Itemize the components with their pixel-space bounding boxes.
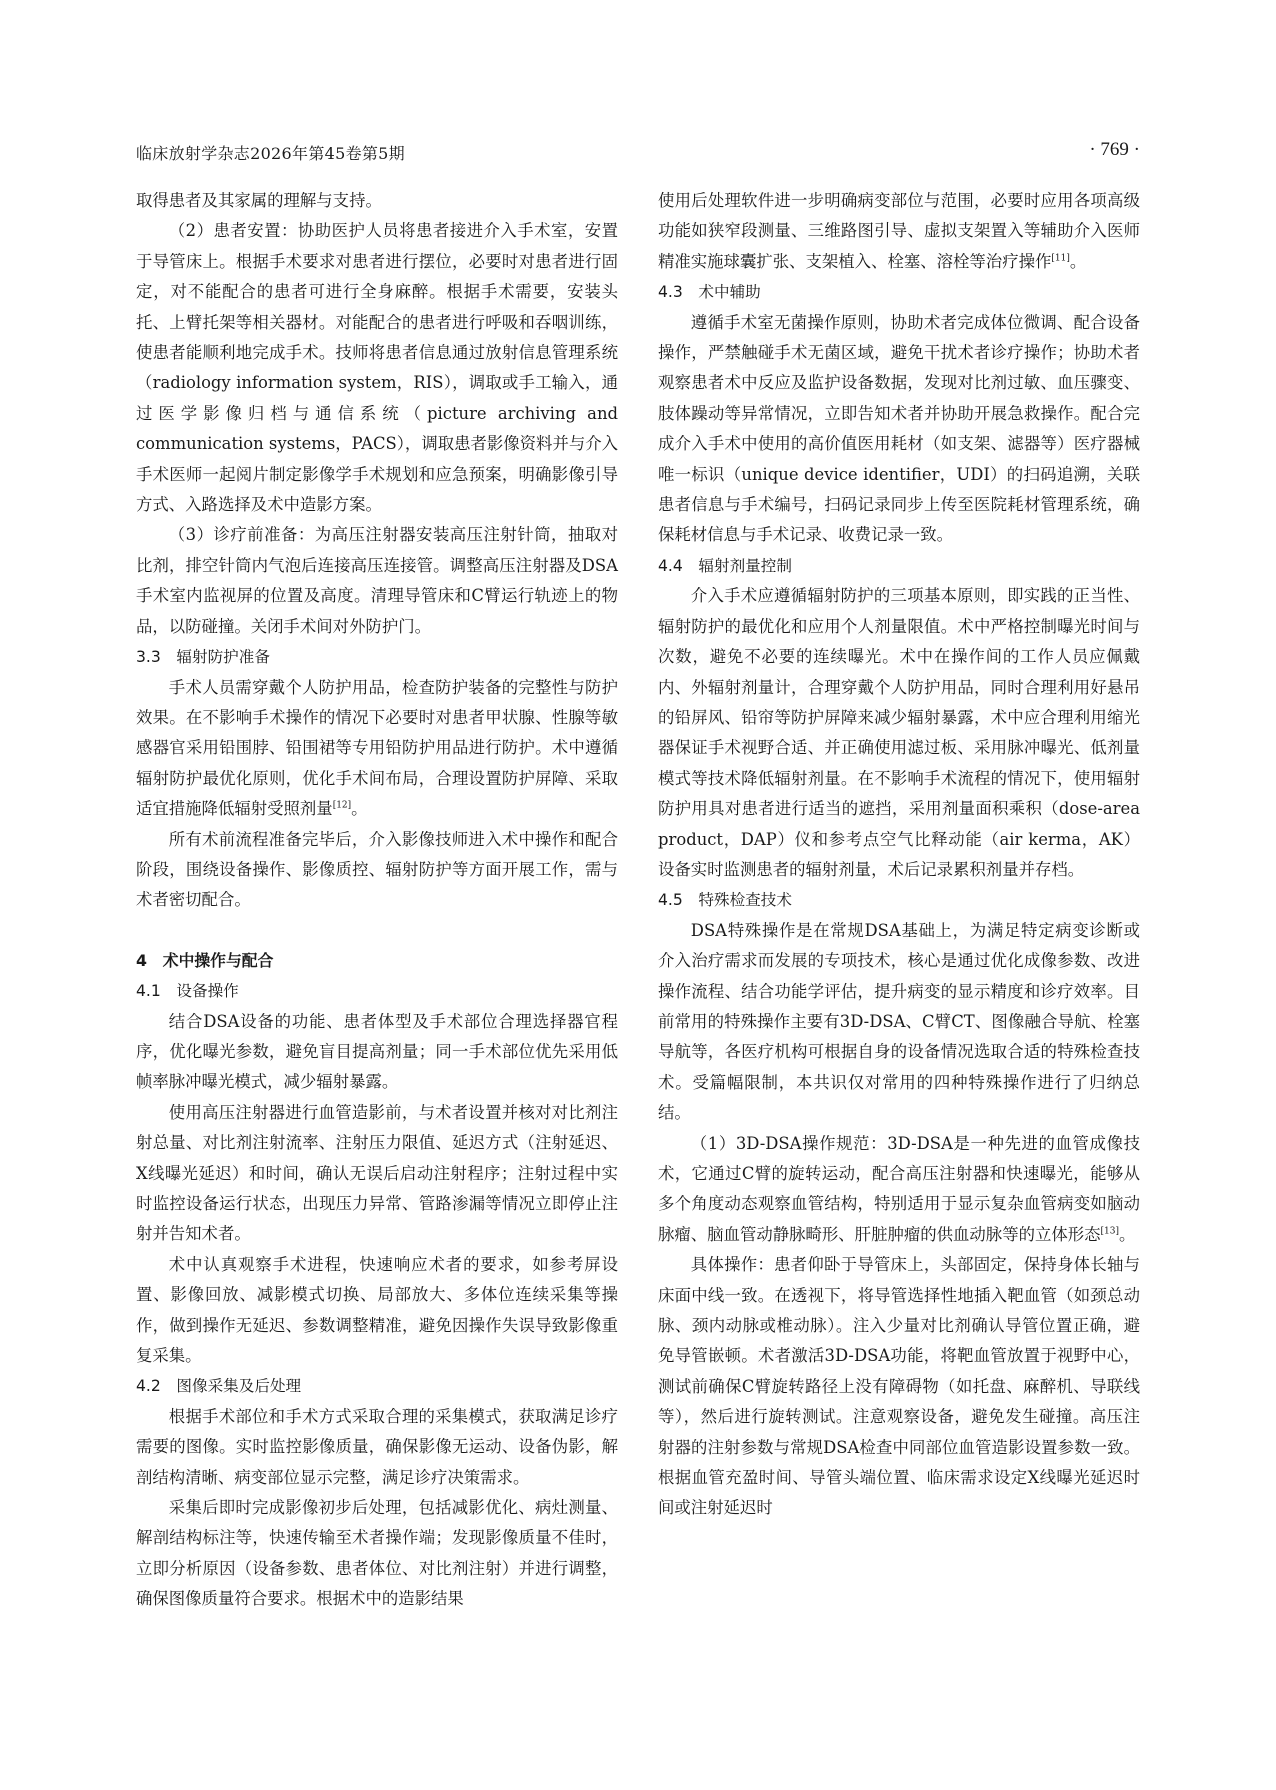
paragraph-radiation-protection [136,673,618,825]
paragraph: 根据手术部位和手术方式采取合理的采集模式，获取满足诊疗需要的图像。实时监控影像质量，确保影像无运动、设备伪影，解剖结构清晰、病变部位显示完整，满足诊疗决策需求。 [136,1406,618,1487]
journal-title: 临床放射学杂志2026年第45卷第5期 [136,144,405,163]
citation-ref: [12] [332,800,352,811]
paragraph: 术中认真观察手术进程，快速响应术者的要求，如参考屏设置、影像回放、减影模式切换、局部放大、多体位连续采集等操作，做到操作无延迟、参数调整精准，避免因操作失误导致影像重复采集。 [136,1254,618,1366]
paragraph-text: 使用后处理软件进一步明确病变部位与范围，必要时应用各项高级功能如狭窄段测量、三维路图引导、虚拟支架置入等辅助介入医师精准实施球囊扩张、支架植入、栓塞、溶栓等治疗操作 [658,191,1140,271]
left-column [136,186,618,1615]
paragraph: 使用高压注射器进行血管造影前，与术者设置并核对对比剂注射总量、对比剂注射流率、注射压力限值、延迟方式（注射延迟、X线曝光延迟）和时间，确认无误后启动注射程序；注射过程中实时监控设备运行状态，出现压力异常、管路渗漏等情况立即停止注射并告知术者。 [136,1102,618,1244]
paragraph: 介入手术应遵循辐射防护的三项基本原则，即实践的正当性、辐射防护的最优化和应用个人剂量限值。术中严格控制曝光时间与次数，避免不必要的连续曝光。术中在操作间的工作人员应佩戴内、外辐射剂量计，合理穿戴个人防护用品，同时合理利用好悬吊的铅屏风、铅帘等防护屏障来减少辐射暴露，术中应合理利用缩光器保证手术视野合适、并正确使用滤过板、采用脉冲曝光、低剂量模式等技术降低辐射剂量。在不影响手术流程的情况下，使用辐射防护用具对患者进行适当的遮挡，采用剂量面积乘积（dose-area product，DAP）仪和参考点空气比释动能（air kerma，AK）设备实时监测患者的辐射剂量，术后记录累积剂量并存档。 [658,586,1140,879]
paragraph-text: 手术人员需穿戴个人防护用品，检查防护装备的完整性与防护效果。在不影响手术操作的情况下必要时对患者甲状腺、性腺等敏感器官采用铅围脖、铅围裙等专用铅防护用品进行防护。术中遵循辐射防护最优化原则，优化手术间布局，合理设置防护屏障、采取适宜措施降低辐射受照剂量 [136,677,618,819]
paragraph-text: （1）3D-DSA操作规范：3D-DSA是一种先进的血管成像技术，它通过C臂的旋转运动，配合高压注射器和快速曝光，能够从多个角度动态观察血管结构，特别适用于显示复杂血管病变如脑动脉瘤、脑血管动静脉畸形、肝脏肿瘤的供血动脉等的立体形态 [658,1133,1140,1244]
paragraph-pre-treatment-prep: （3）诊疗前准备：为高压注射器安装高压注射针筒，抽取对比剂，排空针筒内气泡后连接高压连接管。调整高压注射器及DSA手术室内监视屏的位置及高度。清理导管床和C臂运行轨迹上的物品，以防碰撞。关闭手术间对外防护门。 [136,525,618,636]
paragraph-end: 。 [351,799,368,819]
paragraph-end: 。 [1119,1224,1136,1244]
section-heading-4-2: 4.2 图像采集及后处理 [136,1377,302,1396]
section-heading-3-3: 3.3 辐射防护准备 [136,648,270,667]
paragraph-3d-dsa [658,1129,1140,1251]
section-heading-4-5: 4.5 特殊检查技术 [658,891,792,910]
section-heading-4-3: 4.3 术中辅助 [658,283,761,302]
paragraph: DSA特殊操作是在常规DSA基础上，为满足特定病变诊断或介入治疗需求而发展的专项技术，核心是通过优化成像参数、改进操作流程、结合功能学评估，提升病变的显示精度和诊疗效率。目前常用的特殊操作主要有3D-DSA、C臂CT、图像融合导航、栓塞导航等，各医疗机构可根据自身的设备情况选取合适的特殊检查技术。受篇幅限制，本共识仅对常用的四种特殊操作进行了归纳总结。 [658,920,1140,1123]
paragraph-patient-placement: （2）患者安置：协助医护人员将患者接进介入手术室，安置于导管床上。根据手术要求对患者进行摆位，必要时对患者进行固定，对不能配合的患者可进行全身麻醉。根据手术需要，安装头托、上臂托架等相关器材。对能配合的患者进行呼吸和吞咽训练，使患者能顺利地完成手术。技师将患者信息通过放射信息管理系统（radiology information system，RIS），调取或手工输入，通过医学影像归档与通信系统（picture archiving and communication systems，PACS），调取患者影像资料并与介入手术医师一起阅片制定影像学手术规划和应急预案，明确影像引导方式、入路选择及术中造影方案。 [136,221,619,515]
section-heading-4-1: 4.1 设备操作 [136,982,239,1001]
section-heading-4-4: 4.4 辐射剂量控制 [658,556,792,575]
page-number: · 769 · [1089,139,1140,160]
paragraph: 结合DSA设备的功能、患者体型及手术部位合理选择器官程序，优化曝光参数，避免盲目提高剂量；同一手术部位优先采用低帧率脉冲曝光模式，减少辐射暴露。 [136,1011,618,1092]
section-heading-4: 4 术中操作与配合 [136,950,274,970]
paragraph-end: 。 [1069,251,1087,271]
paragraph: 遵循手术室无菌操作原则，协助术者完成体位微调、配合设备操作，严禁触碰手术无菌区域，避免干扰术者诊疗操作；协助术者观察患者术中反应及监护设备数据，发现对比剂过敏、血压骤变、肢体躁动等异常情况，立即告知术者并协助开展急救操作。配合完成介入手术中使用的高价值医用耗材（如支架、滤器等）医疗器械唯一标识（unique device identifier，UDI）的扫码追溯，关联患者信息与手术编号，扫码记录同步上传至医院耗材管理系统，确保耗材信息与手术记录、收费记录一致。 [658,312,1140,545]
paragraph: 取得患者及其家属的理解与支持。 [136,191,382,210]
citation-ref: [11] [1051,253,1070,264]
paragraph: 具体操作：患者仰卧于导管床上，头部固定，保持身体长轴与床面中线一致。在透视下，将导管选择性地插入靶血管（如颈总动脉、颈内动脉或椎动脉）。注入少量对比剂确认导管位置正确，避免导管嵌顿。术者激活3D-DSA功能，将靶血管放置于视野中心，测试前确保C臂旋转路径上没有障碍物（如托盘、麻醉机、导联线等），然后进行旋转测试。注意观察设备，避免发生碰撞。高压注射器的注射参数与常规DSA检查中同部位血管造影设置参数一致。根据血管充盈时间、导管头端位置、临床需求设定X线曝光延迟时间或注射延迟时 [658,1255,1140,1518]
paragraph [658,186,1140,277]
paragraph: 采集后即时完成影像初步后处理，包括减影优化、病灶测量、解剖结构标注等，快速传输至术者操作端；发现影像质量不佳时，立即分析原因（设备参数、患者体位、对比剂注射）并进行调整，确保图像质量符合要求。根据术中的造影结果 [136,1498,618,1609]
paragraph: 所有术前流程准备完毕后，介入影像技师进入术中操作和配合阶段，围绕设备操作、影像质控、辐射防护等方面开展工作，需与术者密切配合。 [136,829,618,910]
citation-ref: [13] [1100,1226,1120,1237]
running-header [136,141,1140,171]
right-column [658,186,1140,1524]
